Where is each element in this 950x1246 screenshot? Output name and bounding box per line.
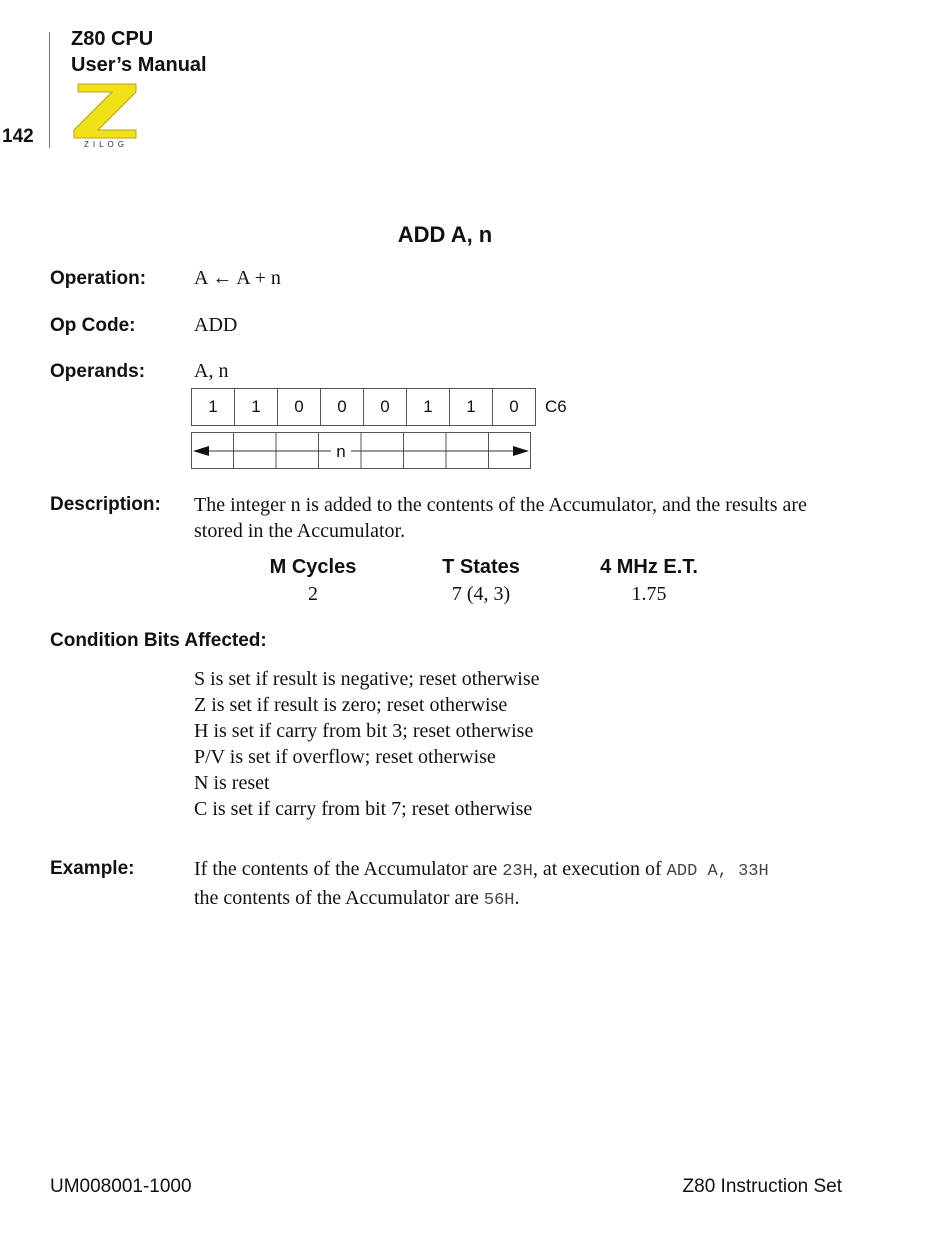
condition-bit-s: S is set if result is negative; reset otherwise	[194, 668, 540, 690]
condition-bits-label: Condition Bits Affected:	[50, 630, 267, 651]
operation-value: A ← A + n	[194, 267, 281, 289]
description-text: The integer n is added to the contents of the Accumulator, and the results are stored in the Accumulator.	[194, 494, 807, 542]
operation-label: Operation:	[50, 268, 147, 289]
footer-section: Z80 Instruction Set	[682, 1176, 842, 1197]
condition-bit-c: C is set if carry from bit 7; reset otherwise	[194, 798, 533, 820]
zilog-logo	[72, 80, 140, 148]
opcode-bit: 0	[364, 389, 407, 426]
example-part: , at execution of	[532, 858, 667, 880]
manual-title	[71, 26, 207, 78]
header-divider	[49, 32, 50, 148]
condition-bit-z: Z is set if result is zero; reset otherwise	[194, 694, 508, 716]
manual-title-line2: User’s Manual	[71, 54, 207, 76]
timing-header-et: 4 MHz E.T.	[600, 556, 698, 578]
timing-header-mcycles: M Cycles	[269, 556, 357, 578]
timing-value-tstates: 7 (4, 3)	[451, 583, 511, 605]
instruction-title: ADD A, n	[397, 222, 493, 247]
operand-n-byte	[191, 432, 531, 469]
page-number: 142	[2, 126, 34, 147]
opcode-label: Op Code:	[50, 315, 136, 336]
condition-bit-n: N is reset	[194, 772, 270, 794]
opcode-value: ADD	[194, 314, 238, 336]
opcode-bit: 1	[235, 389, 278, 426]
opcode-bit-table	[191, 388, 536, 426]
condition-bits-list	[194, 666, 539, 822]
opcode-bit: 1	[450, 389, 493, 426]
condition-bit-h: H is set if carry from bit 3; reset otherwise	[194, 720, 534, 742]
timing-value-et: 1.75	[631, 583, 667, 605]
opcode-bit: 0	[278, 389, 321, 426]
opcode-bit: 1	[192, 389, 235, 426]
operands-label: Operands:	[50, 361, 146, 382]
example-label: Example:	[50, 858, 135, 879]
example-text	[194, 856, 894, 914]
opcode-bit: 1	[407, 389, 450, 426]
arrow-left-icon	[193, 446, 209, 456]
footer-doc-id: UM008001-1000	[50, 1176, 192, 1197]
example-part: the contents of the Accumulator are	[194, 887, 484, 909]
logo-word: ZILOG	[83, 140, 129, 148]
condition-bit-pv: P/V is set if overflow; reset otherwise	[194, 746, 496, 768]
timing-header-tstates: T States	[442, 556, 520, 578]
manual-title-line1: Z80 CPU	[71, 28, 154, 50]
operands-value: A, n	[194, 360, 229, 382]
description-label: Description:	[50, 494, 161, 515]
arrow-right-icon	[513, 446, 529, 456]
opcode-bit: 0	[321, 389, 364, 426]
opcode-hex: C6	[545, 397, 567, 416]
example-code: 56H	[483, 891, 515, 910]
example-code: ADD A, 33H	[666, 862, 769, 881]
operand-n-label: n	[336, 442, 346, 461]
opcode-bit: 0	[493, 389, 536, 426]
example-code: 23H	[502, 862, 533, 881]
timing-value-mcycles: 2	[308, 583, 318, 605]
example-part: .	[514, 887, 520, 909]
example-part: If the contents of the Accumulator are	[194, 858, 503, 880]
